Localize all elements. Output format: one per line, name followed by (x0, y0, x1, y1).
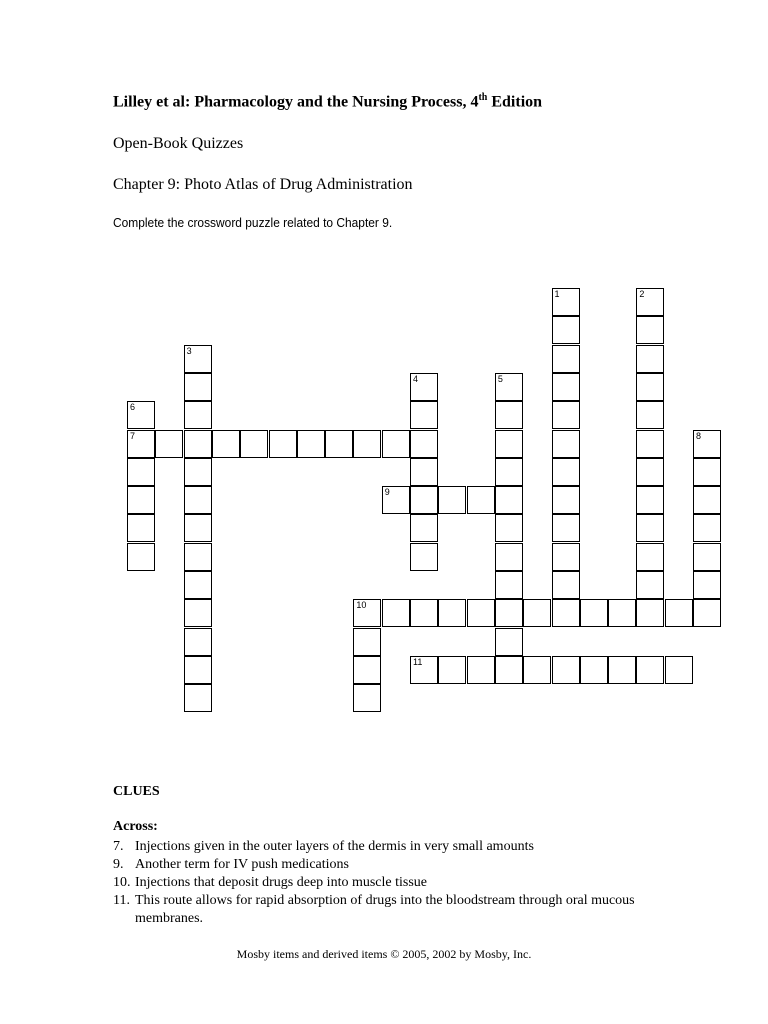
crossword-cell[interactable] (608, 656, 636, 684)
crossword-cell[interactable] (495, 430, 523, 458)
crossword-cell[interactable] (184, 401, 212, 429)
crossword-cell[interactable] (184, 543, 212, 571)
crossword-cell[interactable] (636, 430, 664, 458)
clue-number-label: 3 (186, 345, 192, 356)
crossword-cell[interactable] (552, 486, 580, 514)
clue-text: Injections that deposit drugs deep into muscle tissue (135, 875, 428, 890)
crossword-cell[interactable] (495, 401, 523, 429)
title-main: Lilley et al: Pharmacology and the Nursing Process, 4 (113, 93, 479, 111)
clue-number-label: 1 (554, 289, 560, 299)
crossword-cell[interactable] (552, 373, 580, 401)
clue-number-label: 11 (413, 656, 423, 667)
crossword-cell[interactable] (636, 458, 664, 486)
crossword-cell[interactable] (552, 288, 580, 316)
crossword-cell[interactable] (665, 599, 693, 627)
crossword-cell[interactable] (636, 373, 664, 401)
title-superscript: th (478, 92, 488, 103)
crossword-cell[interactable] (552, 430, 580, 458)
crossword-cell[interactable] (184, 373, 212, 401)
crossword-cell[interactable] (495, 628, 523, 656)
crossword-cell[interactable] (636, 401, 664, 429)
crossword-cell[interactable] (552, 656, 580, 684)
crossword-cell[interactable] (693, 599, 721, 627)
crossword-cell[interactable] (184, 345, 212, 373)
crossword-cell[interactable] (410, 401, 438, 429)
crossword-cell[interactable] (552, 514, 580, 542)
across-heading: Across: (113, 819, 158, 834)
crossword-cell[interactable] (495, 599, 523, 627)
crossword-cell[interactable] (552, 571, 580, 599)
crossword-cell[interactable] (636, 571, 664, 599)
crossword-cell[interactable] (325, 430, 353, 458)
crossword-cell[interactable] (636, 345, 664, 373)
crossword-cell[interactable] (410, 656, 438, 684)
crossword-cell[interactable] (410, 373, 438, 401)
crossword-cell[interactable] (552, 599, 580, 627)
crossword-cell[interactable] (410, 514, 438, 542)
clue-number-label: 2 (639, 289, 645, 299)
crossword-cell[interactable] (693, 486, 721, 514)
crossword-cell[interactable] (495, 656, 523, 684)
crossword-cell[interactable] (155, 430, 183, 458)
crossword-cell[interactable] (693, 543, 721, 571)
crossword-cell[interactable] (693, 430, 721, 458)
crossword-cell[interactable] (382, 430, 410, 458)
crossword-cell[interactable] (467, 486, 495, 514)
crossword-cell[interactable] (636, 543, 664, 571)
crossword-cell[interactable] (636, 486, 664, 514)
crossword-cell[interactable] (184, 656, 212, 684)
crossword-cell[interactable] (636, 288, 664, 316)
crossword-cell[interactable] (382, 599, 410, 627)
crossword-cell[interactable] (353, 430, 381, 458)
clue-number-label: 9 (384, 487, 390, 498)
crossword-cell[interactable] (127, 458, 155, 486)
crossword-cell[interactable] (552, 345, 580, 373)
clue-text: Another term for IV push medications (135, 857, 349, 872)
crossword-cell[interactable] (410, 486, 438, 514)
clue-number-label: 10 (356, 600, 367, 611)
crossword-cell[interactable] (495, 458, 523, 486)
clue-text: This route allows for rapid absorption of drugs into the bloodstream through oral mucous membranes. (135, 893, 635, 926)
crossword-cell[interactable] (438, 599, 466, 627)
crossword-cell[interactable] (495, 373, 523, 401)
crossword-cell[interactable] (382, 486, 410, 514)
crossword-cell[interactable] (552, 401, 580, 429)
crossword-cell[interactable] (127, 486, 155, 514)
chapter-heading: Chapter 9: Photo Atlas of Drug Administration (113, 176, 413, 193)
crossword-cell[interactable] (636, 514, 664, 542)
crossword-cell[interactable] (552, 543, 580, 571)
crossword-cell[interactable] (184, 628, 212, 656)
crossword-cell[interactable] (636, 599, 664, 627)
crossword-cell[interactable] (495, 514, 523, 542)
crossword-cell[interactable] (410, 430, 438, 458)
crossword-cell[interactable] (353, 656, 381, 684)
crossword-cell[interactable] (297, 430, 325, 458)
clue-text: Injections given in the outer layers of the dermis in very small amounts (135, 839, 534, 854)
crossword-cell[interactable] (410, 458, 438, 486)
clue-number: 9. (113, 857, 124, 872)
crossword-cell[interactable] (353, 628, 381, 656)
copyright-footer: Mosby items and derived items © 2005, 2002 by Mosby, Inc. (236, 947, 532, 961)
crossword-cell[interactable] (665, 656, 693, 684)
clue-number: 7. (113, 839, 124, 854)
instructions: Complete the crossword puzzle related to Chapter 9. (113, 215, 393, 230)
crossword-cell[interactable] (184, 458, 212, 486)
crossword-cell[interactable] (353, 599, 381, 627)
crossword-cell[interactable] (184, 571, 212, 599)
crossword-cell[interactable] (184, 514, 212, 542)
crossword-cell[interactable] (269, 430, 297, 458)
crossword-cell[interactable] (127, 401, 155, 429)
crossword-cell[interactable] (693, 571, 721, 599)
clues-heading: CLUES (113, 784, 160, 799)
crossword-cell[interactable] (467, 656, 495, 684)
crossword-cell[interactable] (212, 430, 240, 458)
crossword-cell[interactable] (184, 684, 212, 712)
crossword-cell[interactable] (693, 514, 721, 542)
clue-number-label: 7 (130, 430, 136, 441)
clue-number: 11. (113, 893, 130, 908)
crossword-cell[interactable] (438, 486, 466, 514)
crossword-cell[interactable] (523, 656, 551, 684)
crossword-cell[interactable] (467, 599, 495, 627)
clue-number-label: 6 (130, 402, 136, 413)
crossword-cell[interactable] (552, 316, 580, 344)
clue-across-11 (113, 892, 655, 928)
crossword-cell[interactable] (353, 684, 381, 712)
crossword-cell[interactable] (184, 599, 212, 627)
crossword-cell[interactable] (608, 599, 636, 627)
clue-number-label: 8 (696, 430, 702, 441)
crossword-cell[interactable] (184, 430, 212, 458)
crossword-cell[interactable] (636, 316, 664, 344)
clue-across-7 (113, 838, 655, 856)
document-title (113, 92, 542, 111)
clue-number-label: 5 (497, 373, 503, 384)
title-end: Edition (487, 93, 543, 111)
crossword-cell[interactable] (127, 514, 155, 542)
subtitle: Open-Book Quizzes (113, 135, 244, 152)
crossword-cell[interactable] (410, 543, 438, 571)
crossword-cell[interactable] (693, 458, 721, 486)
crossword-cell[interactable] (495, 543, 523, 571)
crossword-cell[interactable] (410, 599, 438, 627)
crossword-cell[interactable] (636, 656, 664, 684)
crossword-cell[interactable] (184, 486, 212, 514)
crossword-cell[interactable] (495, 571, 523, 599)
crossword-cell[interactable] (580, 599, 608, 627)
clue-number-label: 4 (413, 373, 419, 384)
crossword-cell[interactable] (438, 656, 466, 684)
clue-number: 10. (113, 875, 131, 890)
crossword-cell[interactable] (127, 430, 155, 458)
crossword-cell[interactable] (552, 458, 580, 486)
crossword-cell[interactable] (495, 486, 523, 514)
clue-across-9 (113, 856, 655, 874)
crossword-cell[interactable] (523, 599, 551, 627)
crossword-cell[interactable] (127, 543, 155, 571)
clue-across-10 (113, 874, 655, 892)
crossword-cell[interactable] (580, 656, 608, 684)
crossword-cell[interactable] (240, 430, 268, 458)
